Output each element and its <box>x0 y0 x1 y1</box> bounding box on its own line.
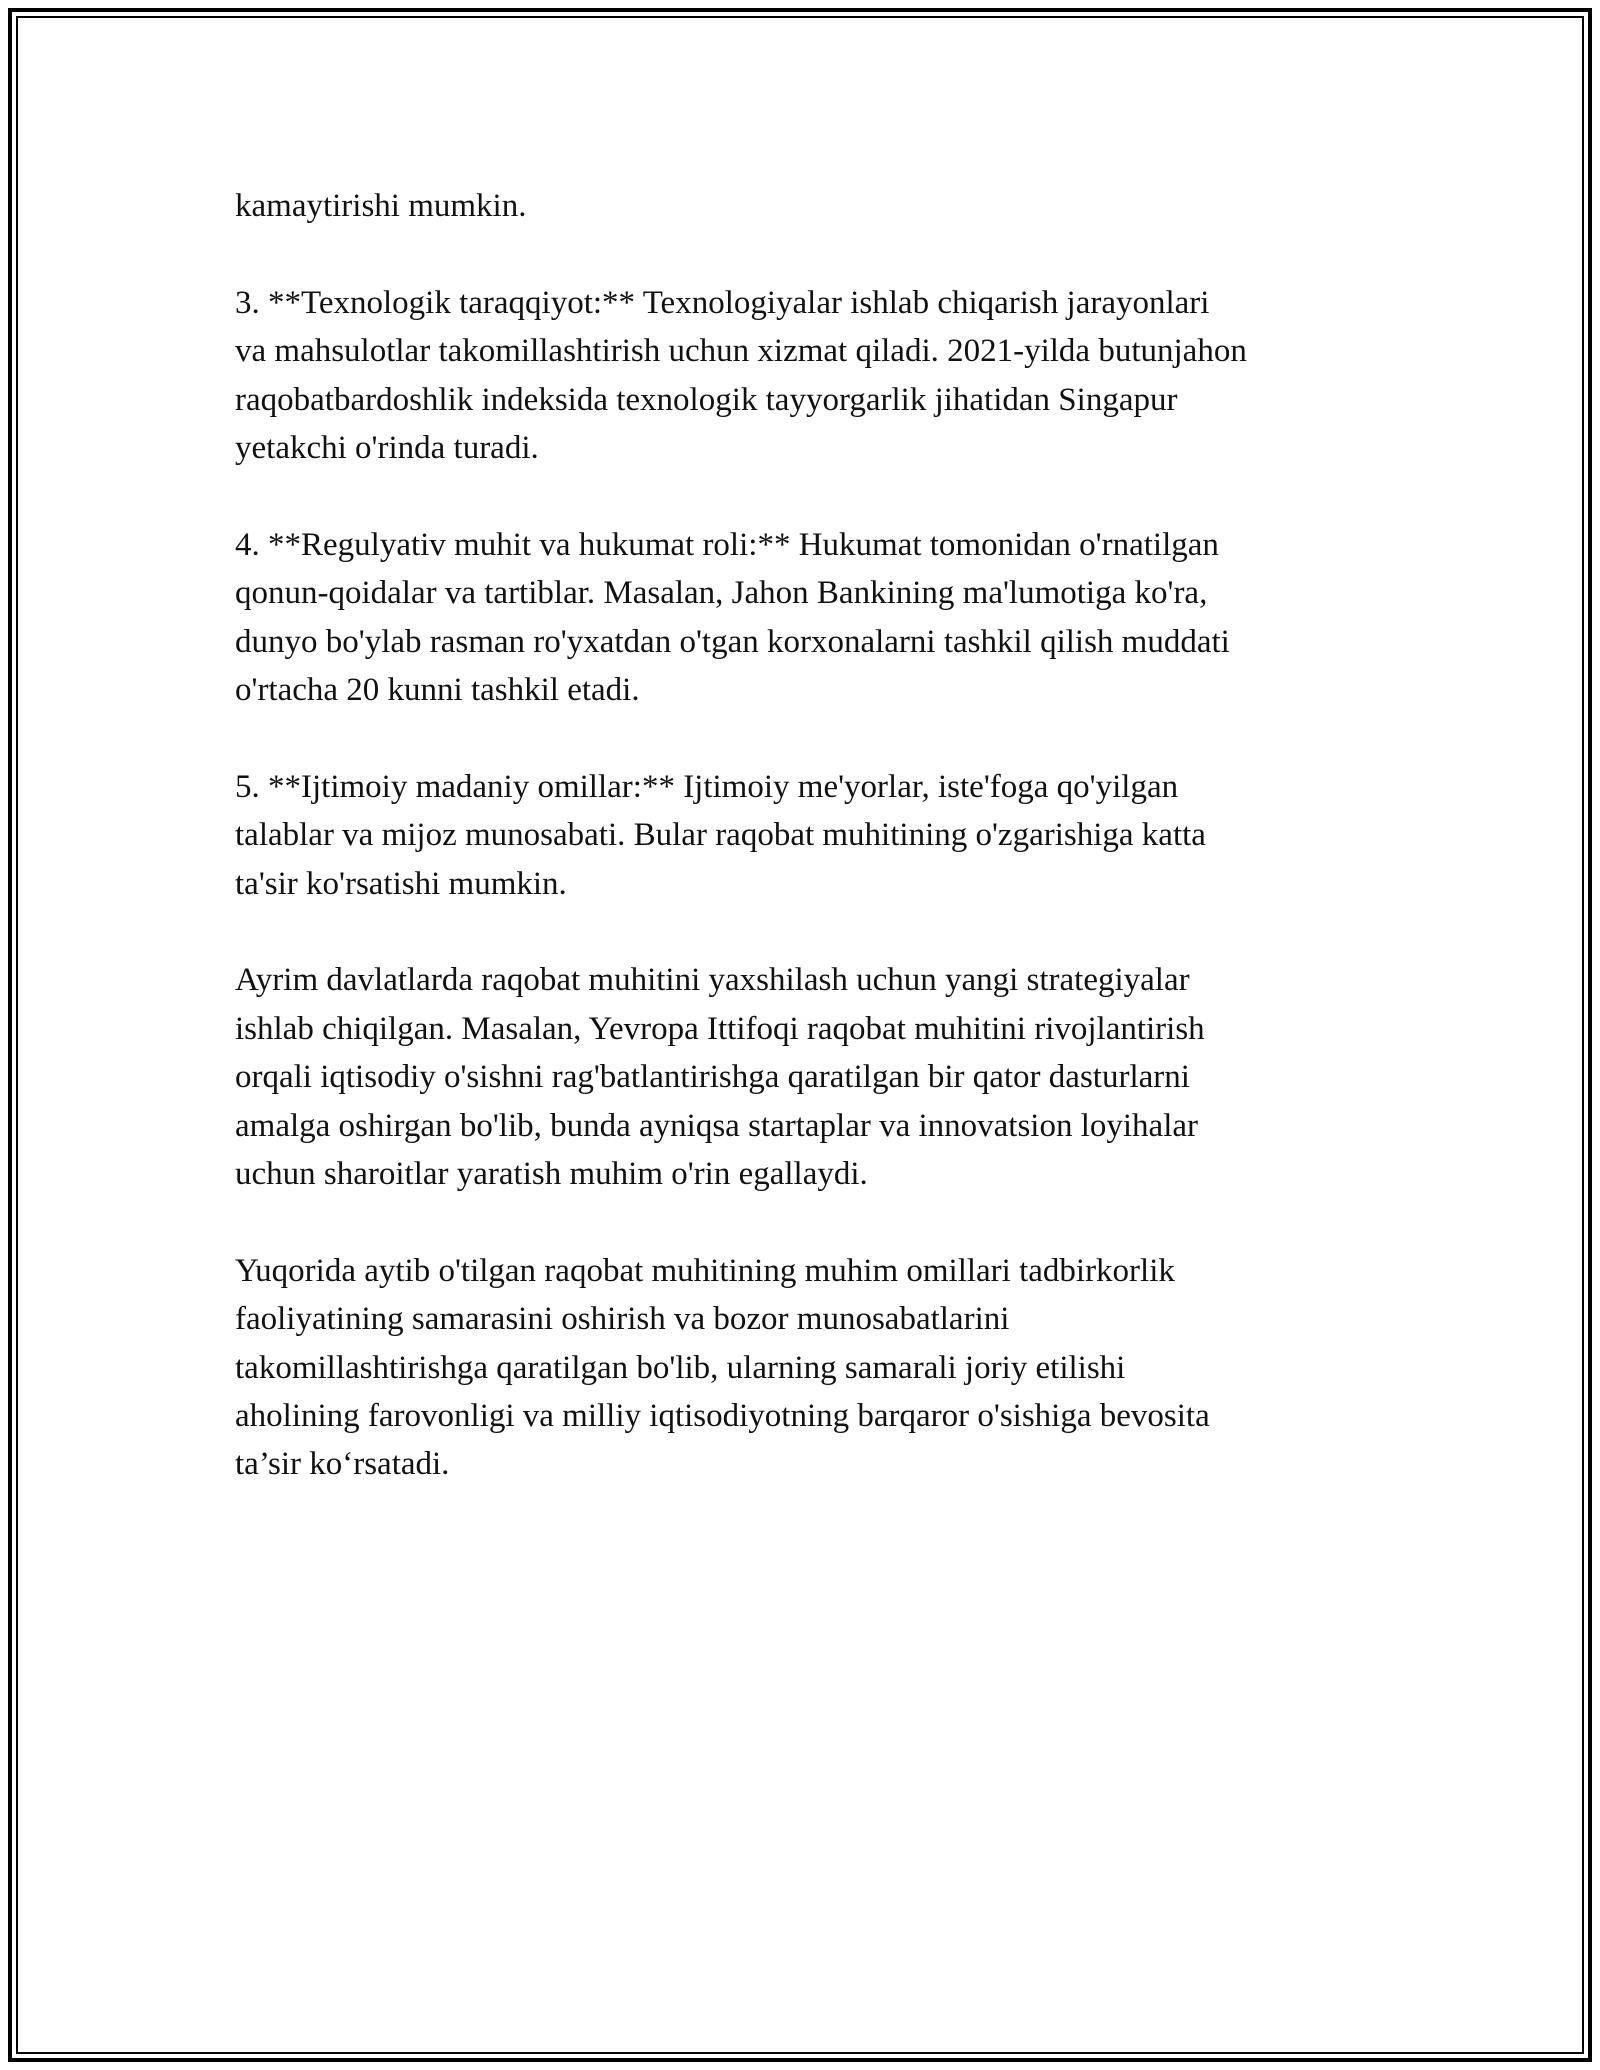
paragraph-conclusion: Yuqorida aytib o'tilgan raqobat muhitining muhim omillari tadbirkorlik faoliyatining samarasini oshirish va bozor munosabatlarini takomillashtirishga qaratilgan bo'lib, ularning samarali joriy etilishi aholining farovonligi va milliy iqtisodiyotning barqaror o'sishiga bevosita ta’sir ko‘rsatadi. <box>235 1252 1210 1483</box>
paragraph-continuation: kamaytirishi mumkin. <box>235 188 527 224</box>
paragraph-socio-cultural-factors: 5. **Ijtimoiy madaniy omillar:** Ijtimoiy me'yorlar, iste'foga qo'yilgan talablar va mijoz munosabati. Bular raqobat muhitining o'zgarishiga katta ta'sir ko'rsatishi mumkin. <box>235 768 1206 902</box>
paragraph-technological-progress: 3. **Texnologik taraqqiyot:** Texnologiyalar ishlab chiqarish jarayonlari va mahsulotlar takomillashtirish uchun xizmat qiladi. 2021-yilda butunjahon raqobatbardoshlik indeksida texnologik tayyorgarlik jihatidan Singapur yetakchi o'rinda turadi. <box>235 284 1247 467</box>
paragraph-new-strategies: Ayrim davlatlarda raqobat muhitini yaxshilash uchun yangi strategiyalar ishlab chiqilgan. Masalan, Yevropa Ittifoqi raqobat muhitini rivojlantirish orqali iqtisodiy o'sishni rag'batlantirishga qaratilgan bir qator dasturlarni amalga oshirgan bo'lib, bunda ayniqsa startaplar va innovatsion loyihalar uchun sharoitlar yaratish muhim o'rin egallaydi. <box>235 962 1205 1193</box>
document-body <box>235 182 1375 1537</box>
paragraph-regulatory-environment: 4. **Regulyativ muhit va hukumat roli:** Hukumat tomonidan o'rnatilgan qonun-qoidalar va tartiblar. Masalan, Jahon Bankining ma'lumotiga ko'ra, dunyo bo'ylab rasman ro'yxatdan o'tgan korxonalarni tashkil qilish muddati o'rtacha 20 kunni tashkil etadi. <box>235 526 1230 709</box>
